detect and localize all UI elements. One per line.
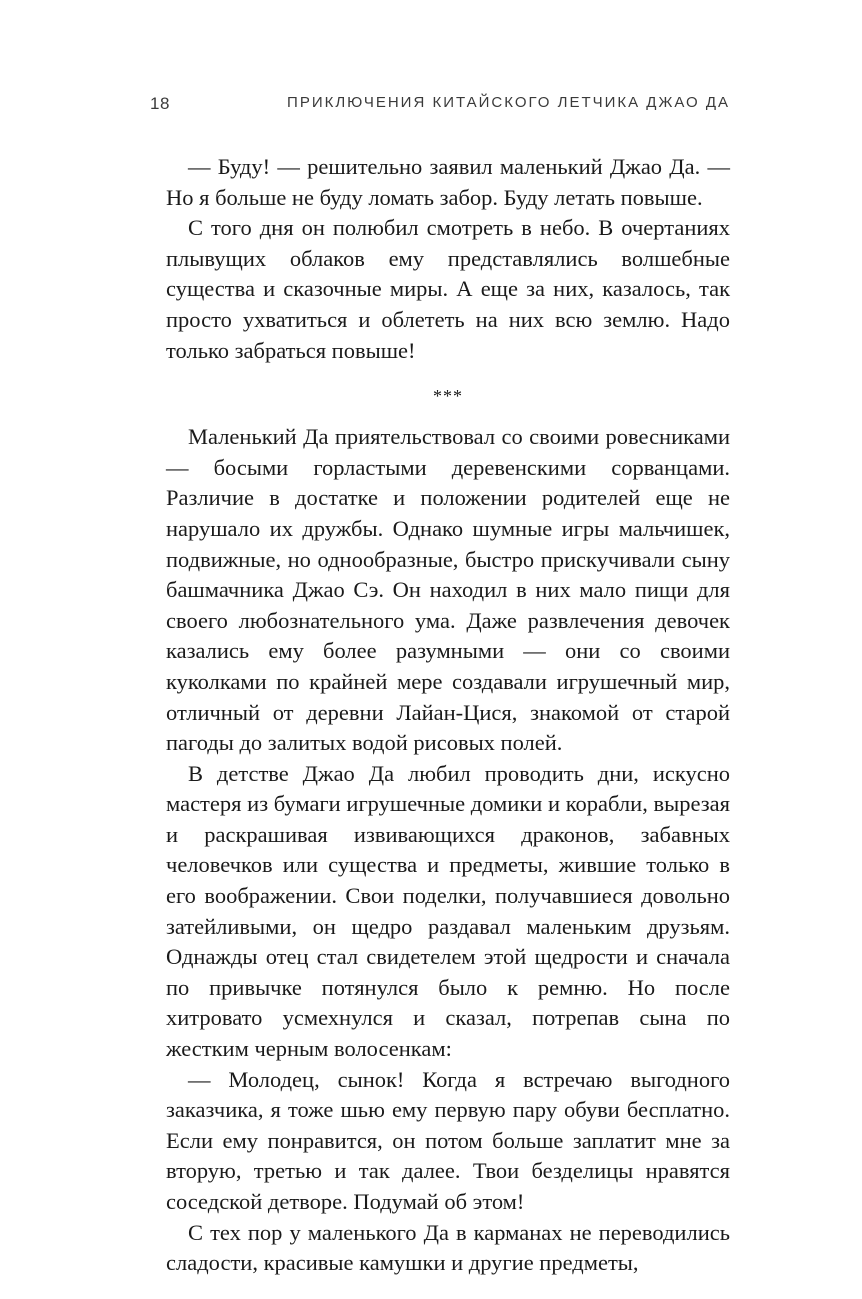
page-number: 18	[150, 94, 170, 113]
paragraph: С тех пор у маленького Да в карманах не переводились сладости, красивые камушки и другие предметы,	[166, 1219, 730, 1276]
body-text	[166, 152, 730, 1279]
paragraph: Маленький Да приятельствовал со своими ровесниками — босыми горластыми деревенскими сорванцами. Различие в достатке и положении родителей еще не нарушало их дружбы. Однако шумные игры мальчишек, подвижные, но однообразные, быстро прискучивали сыну башмачника Джао Сэ. Он находил в них мало пищи для своего любознательного ума. Даже развлечения девочек казались ему более разумными — они со своими куколками по крайней мере создавали игрушечный мир, отличный от деревни Лайан-Цися, знакомой от старой пагоды до залитых водой рисовых полей.	[166, 424, 730, 756]
page-header	[150, 94, 730, 118]
paragraph: С того дня он полюбил смотреть в небо. В очертаниях плывущих облаков ему представлялись волшебные существа и сказочные миры. А еще за них, казалось, так просто ухватиться и облететь на них всю землю. Надо только забраться повыше!	[166, 215, 730, 363]
paragraph: — Молодец, сынок! Когда я встречаю выгодного заказчика, я тоже шью ему первую пару обуви бесплатно. Если ему понравится, он потом больше заплатит мне за вторую, третью и так далее. Твои безделицы нравятся соседской детворе. Подумай об этом!	[166, 1066, 730, 1214]
paragraph: В детстве Джао Да любил проводить дни, искусно мастеря из бумаги игрушечные домики и корабли, вырезая и раскрашивая извивающихся драконов, забавных человечков или существа и предметы, жившие только в его воображении. Свои поделки, получавшиеся довольно затейливыми, он щедро раздавал маленьким друзьям. Однажды отец стал свидетелем этой щедрости и сначала по привычке потянулся было к ремню. Но после хитровато усмехнулся и сказал, потрепав сына по жестким черным волосенкам:	[166, 760, 730, 1062]
section-separator: ***	[433, 386, 463, 407]
running-title: ПРИКЛЮЧЕНИЯ КИТАЙСКОГО ЛЕТЧИКА ДЖАО ДА	[287, 94, 730, 111]
paragraph: — Буду! — решительно заявил маленький Джао Да. — Но я больше не буду ломать забор. Буду летать повыше.	[166, 154, 730, 210]
